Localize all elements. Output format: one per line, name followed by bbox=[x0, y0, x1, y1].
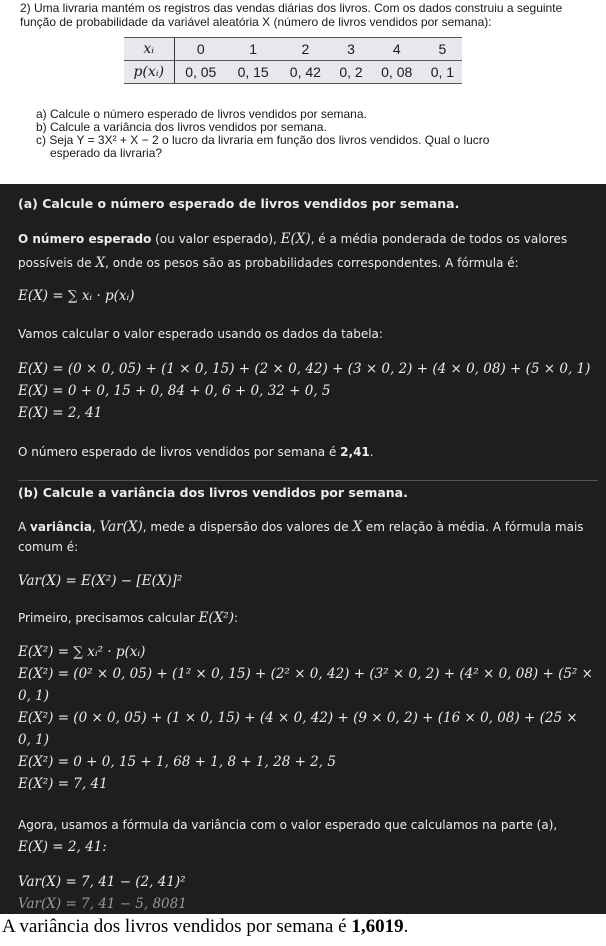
equation: E(X) = (0 × 0, 05) + (1 × 0, 15) + (2 × 0, 42) + (3 × 0, 2) + (4 × 0, 08) + (5 × 0, 1) bbox=[18, 361, 591, 377]
conclusion-line: A variância dos livros vendidos por semana é 1,6019. bbox=[2, 916, 409, 937]
first-step-text: Primeiro, precisamos calcular E(X²): bbox=[18, 610, 239, 626]
table-cell: 4 bbox=[371, 38, 423, 61]
variance-value: 1,6019 bbox=[351, 916, 404, 937]
equation: E(X²) = ∑ xᵢ² · p(xᵢ) bbox=[18, 644, 146, 660]
table-cell: 0, 08 bbox=[371, 61, 423, 84]
problem-statement bbox=[0, 0, 606, 172]
equation: E(X²) = (0² × 0, 05) + (1² × 0, 15) + (2² × 0, 42) + (3² × 0, 2) + (4² × 0, 08) + (5² × bbox=[18, 666, 593, 682]
equation: E(X) = 0 + 0, 15 + 0, 84 + 0, 6 + 0, 32 + 0, 5 bbox=[18, 383, 331, 399]
equation: E(X²) = 0 + 0, 15 + 1, 68 + 1, 8 + 1, 28 + 2, 5 bbox=[18, 754, 336, 770]
problem-text: 2) Uma livraria mantém os registros das vendas diárias dos livros. Com os dados construiu a seguinte função de probabilidade da variável aleatória X (número de livros vendidos por semana): bbox=[20, 1, 563, 29]
part-b-intro-line1: A variância, Var(X), mede a dispersão dos valores de X em relação à média. A fórmula mais bbox=[18, 519, 584, 535]
part-b-intro-line2: comum é: bbox=[18, 540, 79, 554]
part-a-result: O número esperado de livros vendidos por semana é 2,41. bbox=[18, 445, 374, 459]
table-header-p: p(xᵢ) bbox=[124, 61, 174, 84]
table-cell: 3 bbox=[331, 38, 370, 61]
table-cell: 0, 15 bbox=[227, 61, 279, 84]
result-value: 2,41 bbox=[340, 445, 370, 459]
now-text-line2: E(X) = 2, 41: bbox=[18, 839, 107, 855]
math-inline: E(X) bbox=[280, 231, 311, 247]
table-cell: 5 bbox=[423, 38, 462, 61]
heading-part-b: (b) Calcule a variância dos livros vendidos por semana. bbox=[18, 485, 408, 500]
table-header-x: xᵢ bbox=[124, 38, 174, 61]
question-c-continued: esperado da livraria? bbox=[50, 146, 163, 160]
probability-table bbox=[124, 37, 462, 84]
table-cell: 0, 1 bbox=[423, 61, 462, 84]
divider bbox=[18, 480, 598, 481]
expected-value-formula: E(X) = ∑ xᵢ · p(xᵢ) bbox=[18, 288, 135, 304]
answer-panel bbox=[0, 184, 606, 914]
question-b: b) Calcule a variância dos livros vendidos por semana. bbox=[36, 120, 327, 134]
table-cell: 0 bbox=[174, 38, 227, 61]
equation: E(X²) = 7, 41 bbox=[18, 776, 108, 792]
question-a: a) Calcule o número esperado de livros vendidos por semana. bbox=[36, 107, 367, 121]
table-cell: 0, 42 bbox=[279, 61, 331, 84]
equation: 0, 1) bbox=[18, 688, 50, 704]
calc-intro: Vamos calcular o valor esperado usando os dados da tabela: bbox=[18, 327, 383, 341]
equation: 0, 1) bbox=[18, 732, 50, 748]
table-row-x bbox=[124, 38, 462, 61]
equation: E(X) = 2, 41 bbox=[18, 405, 103, 421]
part-a-intro-line1: O número esperado (ou valor esperado), E(X), é a média ponderada de todos os valores bbox=[18, 231, 568, 247]
bold-term: variância bbox=[30, 520, 92, 534]
equation: E(X²) = (0 × 0, 05) + (1 × 0, 15) + (4 × 0, 42) + (9 × 0, 2) + (16 × 0, 08) + (25 × bbox=[18, 710, 578, 726]
table-cell: 0, 2 bbox=[331, 61, 370, 84]
question-c: c) Seja Y = 3X² + X − 2 o lucro da livraria em função dos livros vendidos. Qual o lucro bbox=[36, 133, 490, 147]
now-text-line1: Agora, usamos a fórmula da variância com o valor esperado que calculamos na parte (a), bbox=[18, 818, 558, 832]
table-cell: 2 bbox=[279, 38, 331, 61]
variance-formula: Var(X) = E(X²) − [E(X)]² bbox=[18, 573, 183, 589]
table-cell: 1 bbox=[227, 38, 279, 61]
question-items bbox=[36, 108, 596, 160]
table-cell: 0, 05 bbox=[174, 61, 227, 84]
table-row-p bbox=[124, 61, 462, 84]
part-a-intro-line2: possíveis de X, onde os pesos são as probabilidades correspondentes. A fórmula é: bbox=[18, 255, 519, 271]
bold-term: O número esperado bbox=[18, 232, 152, 246]
heading-part-a: (a) Calcule o número esperado de livros vendidos por semana. bbox=[18, 196, 460, 211]
equation-partial: Var(X) = 7, 41 − 5, 8081 bbox=[18, 896, 187, 912]
equation: Var(X) = 7, 41 − (2, 41)² bbox=[18, 874, 186, 890]
